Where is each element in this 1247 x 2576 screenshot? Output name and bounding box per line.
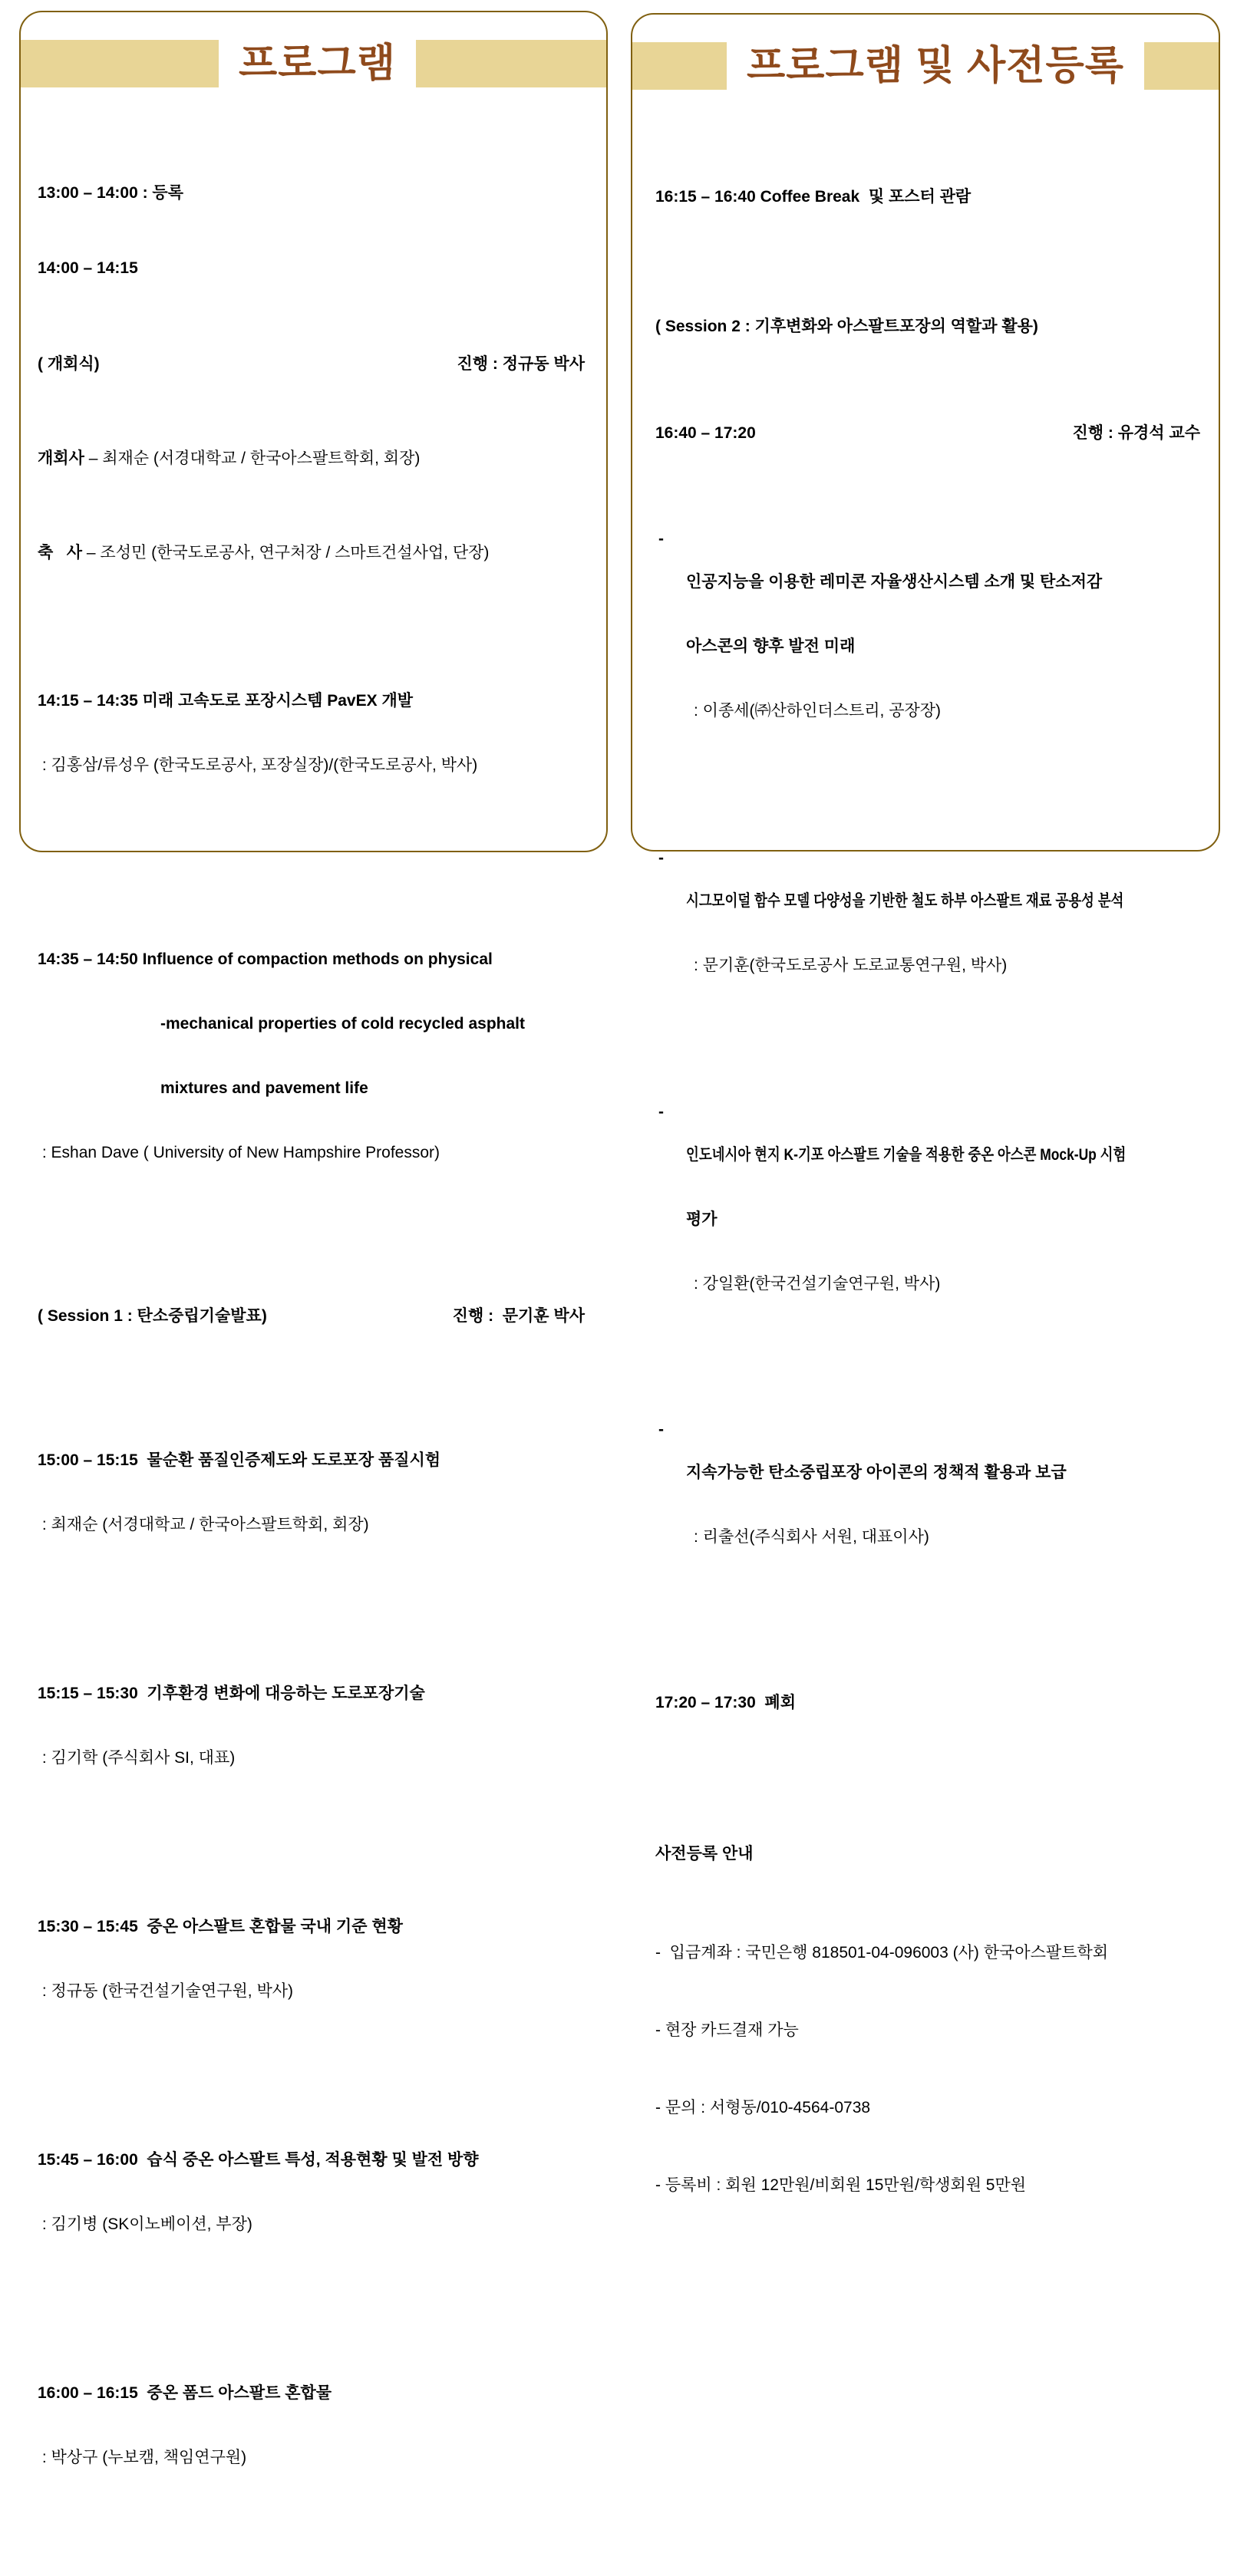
talk-pavex — [38, 647, 585, 819]
bullet-speaker: : 강일환(한국건설기술연구원, 박사) — [694, 1275, 941, 1293]
registration-schedule — [655, 111, 1200, 2261]
session2-label: ( Session 2 : 기후변화와 아스팔트포장의 역할과 활용) — [655, 318, 1038, 335]
opening-time-line: 14:00 – 14:15 — [38, 259, 138, 277]
program-schedule — [38, 109, 585, 2576]
registration-item-account: - 입금계좌 : 국민은행 818501-04-096003 (사) 한국아스팔트학회 — [655, 1944, 1109, 1962]
bullet-dash: - — [658, 1103, 664, 1121]
talk-speaker: : 김기병 (SK이노베이션, 부장) — [38, 2215, 252, 2233]
talk-item — [38, 2107, 585, 2278]
bullet-item — [655, 529, 1200, 765]
bullet-title-line2: 평가 — [686, 1211, 718, 1228]
bullet-dash: - — [658, 849, 664, 867]
banner-bar-right — [416, 40, 606, 87]
talk-item — [38, 1640, 585, 1812]
bullet-text — [686, 1102, 1200, 1338]
opening-ceremony-host: 진행 : 정규동 박사 — [457, 355, 585, 373]
registration-item-fee: - 등록비 : 회원 12만원/비회원 15만원/학생회원 5만원 — [655, 2176, 1027, 2194]
talk-title-line3: mixtures and pavement life — [160, 1079, 368, 1097]
session2-host: 진행 : 유경석 교수 — [1072, 424, 1200, 442]
talk-speaker: : 김홍삼/류성우 (한국도로공사, 포장실장)/(한국도로공사, 박사) — [38, 756, 478, 774]
program-title-banner — [21, 40, 606, 87]
program-registration-panel — [631, 13, 1220, 2194]
bullet-speaker: : 문기훈(한국도로공사 도로교통연구원, 박사) — [694, 957, 1008, 974]
bullet-title-line1: 인도네시아 현지 K-기포 아스팔트 기술을 적용한 중온 아스콘 Mock-Up 시험 — [686, 1146, 1127, 1164]
bullet-speaker: : 이종세(㈜산하인더스트리, 공장장) — [694, 702, 942, 720]
bullet-text — [686, 529, 1200, 765]
congratulatory-speech-speaker: – 조성민 (한국도로공사, 연구처장 / 스마트건설사업, 단장) — [82, 544, 490, 562]
talk-speaker: : 최재순 (서경대학교 / 한국아스팔트학회, 회장) — [38, 1516, 369, 1533]
closing-line: 17:20 – 17:30 폐회 — [655, 1694, 797, 1711]
talk-title: 16:00 – 16:15 중온 폼드 아스팔트 혼합물 — [38, 2384, 332, 2402]
session1-header-row — [38, 1306, 585, 1327]
talk-title: 14:15 – 14:35 미래 고속도로 포장시스템 PavEX 개발 — [38, 692, 414, 710]
banner-bar-left — [21, 40, 219, 87]
session1-host: 진행 : 문기훈 박사 — [452, 1307, 585, 1325]
bullet-text — [686, 848, 1200, 1020]
coffee-break-line: 16:15 – 16:40 Coffee Break 및 포스터 관람 — [655, 188, 972, 206]
talk-speaker: : Eshan Dave ( University of New Hampshire Professor) — [38, 1144, 440, 1161]
talk-speaker: : 박상구 (누보캠, 책임연구원) — [38, 2449, 247, 2466]
bullet-speaker: : 리출선(주식회사 서원, 대표이사) — [694, 1528, 929, 1546]
registration-time-line: 13:00 – 14:00 : 등록 — [38, 184, 184, 202]
talk-item — [38, 1407, 585, 1579]
talk-speaker: : 김기학 (주식회사 SI, 대표) — [38, 1749, 236, 1767]
bullet-text — [686, 1419, 1200, 1591]
registration-item-card: - 현장 카드결재 가능 — [655, 2021, 799, 2039]
opening-speech-speaker: – 최재순 (서경대학교 / 한국아스팔트학회, 회장) — [84, 450, 421, 467]
banner-bar-left — [632, 42, 727, 90]
congratulatory-speech-label: 축 사 — [38, 544, 83, 562]
talk-speaker: : 정규동 (한국건설기술연구원, 박사) — [38, 1982, 294, 2000]
registration-panel-title: 프로그램 및 사전등록 — [747, 44, 1124, 88]
opening-ceremony-row — [38, 354, 585, 375]
opening-speech-label: 개회사 — [38, 450, 84, 467]
banner-bar-right — [1144, 42, 1219, 90]
bullet-title-line1: 시그모이덜 함수 모델 다양성을 기반한 철도 하부 아스팔트 재료 공용성 분석 — [686, 892, 1124, 910]
program-panel — [19, 11, 608, 2466]
congratulatory-speech-line — [38, 542, 585, 564]
registration-title-banner — [632, 42, 1219, 90]
bullet-item — [655, 848, 1200, 1020]
talk-compaction — [38, 906, 585, 1207]
talk-title-line1: 14:35 – 14:50 Influence of compaction methods on physical — [38, 950, 493, 968]
talk-title-line2: -mechanical properties of cold recycled asphalt — [160, 1015, 525, 1033]
bullet-dash: - — [658, 1421, 664, 1438]
talk-item — [38, 1873, 585, 2045]
bullet-item — [655, 1102, 1200, 1338]
session1-label: ( Session 1 : 탄소중립기술발표) — [38, 1307, 267, 1325]
session2-time-row — [655, 423, 1200, 444]
registration-item-contact: - 문의 : 서형동/010-4564-0738 — [655, 2099, 871, 2116]
talk-title: 15:45 – 16:00 습식 중온 아스팔트 특성, 적용현황 및 발전 방향 — [38, 2151, 479, 2169]
bullet-item — [655, 1419, 1200, 1591]
talk-title: 15:00 – 15:15 물순환 품질인증제도와 도로포장 품질시험 — [38, 1451, 441, 1469]
talk-item — [38, 2340, 585, 2512]
bullet-title-line1: 지속가능한 탄소중립포장 아이콘의 정책적 활용과 보급 — [686, 1464, 1067, 1481]
talk-title: 15:30 – 15:45 중온 아스팔트 혼합물 국내 기준 현황 — [38, 1918, 403, 1935]
opening-speech-line — [38, 448, 585, 469]
bullet-dash: - — [658, 530, 664, 548]
opening-ceremony-label: ( 개회식) — [38, 355, 100, 373]
registration-info-header: 사전등록 안내 — [655, 1845, 754, 1863]
bullet-title-line1: 인공지능을 이용한 레미콘 자율생산시스템 소개 및 탄소저감 — [686, 573, 1103, 591]
bullet-title-line2: 아스콘의 향후 발전 미래 — [686, 637, 856, 655]
program-panel-title: 프로그램 — [239, 41, 396, 86]
talk-title: 15:15 – 15:30 기후환경 변화에 대응하는 도로포장기술 — [38, 1685, 425, 1702]
session2-time: 16:40 – 17:20 — [655, 424, 756, 442]
